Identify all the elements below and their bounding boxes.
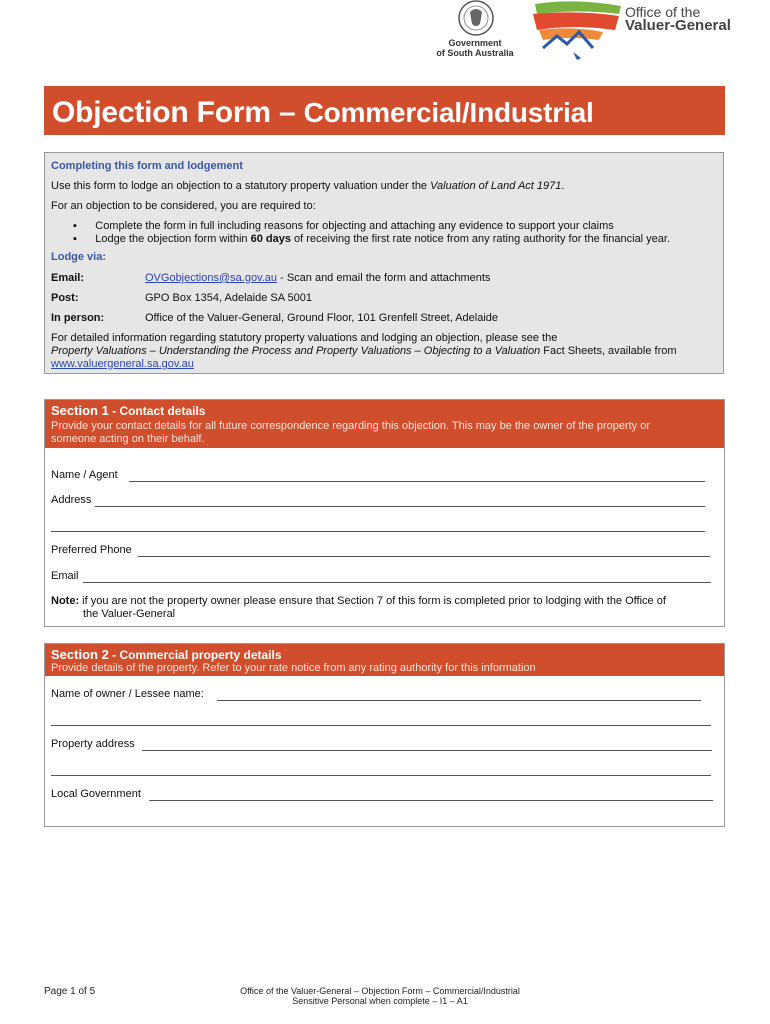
owner-field-line2[interactable]: [51, 725, 711, 726]
form-title: [52, 96, 594, 130]
ovg-logo-line2: Valuer-General: [625, 17, 731, 34]
name-agent-field[interactable]: [129, 481, 705, 482]
detail-line2: Property Valuations – Understanding the Process and Property Valuations – Objecting to a Valuation Fact Sheets, available from: [51, 345, 677, 357]
info-heading: Completing this form and lodgement: [51, 160, 243, 172]
gov-crest-icon: [455, 0, 497, 38]
owner-label: Name of owner / Lessee name:: [51, 688, 204, 700]
phone-field[interactable]: [138, 556, 710, 557]
form-title-bar: [44, 86, 725, 135]
footer-line2: Sensitive Personal when complete – I1 – A1: [292, 996, 468, 1006]
gov-sa-logo: [430, 0, 520, 64]
email-field[interactable]: [83, 582, 711, 583]
section-1-title: Section 1 - Contact details: [51, 403, 206, 418]
email-field-label: Email: [51, 570, 79, 582]
section-1-desc-line1: Provide your contact details for all future correspondence regarding this objection. This may be the owner of the property or: [51, 420, 651, 432]
form-title-sub: Commercial/Industrial: [303, 97, 594, 128]
info-intro: Use this form to lodge an objection to a statutory property valuation under the Valuation of Land Act 1971.: [51, 180, 565, 192]
act-name: Valuation of Land Act 1971: [430, 180, 562, 192]
footer-line1: Office of the Valuer-General – Objection Form – Commercial/Industrial: [240, 986, 520, 996]
inperson-address: Office of the Valuer-General, Ground Floor, 101 Grenfell Street, Adelaide: [145, 312, 499, 324]
post-label: Post:: [51, 292, 79, 304]
address-label: Address: [51, 494, 92, 506]
website-link-row: [51, 358, 194, 371]
info-required: For an objection to be considered, you are required to:: [51, 200, 316, 212]
property-address-label: Property address: [51, 738, 135, 750]
ovg-brushstroke-icon: [533, 0, 623, 68]
note-line1: Note: if you are not the property owner please ensure that Section 7 of this form is completed prior to lodging with the Office of: [51, 595, 666, 607]
page-number: Page 1 of 5: [44, 986, 96, 997]
website-link[interactable]: www.valuergeneral.sa.gov.au: [51, 358, 194, 370]
note-line2: the Valuer-General: [83, 608, 176, 620]
local-government-label: Local Government: [51, 788, 141, 800]
section-1-desc-line2: someone acting on their behalf.: [51, 433, 205, 445]
name-agent-label: Name / Agent: [51, 469, 118, 481]
email-row: OVGobjections@sa.gov.au - Scan and email the form and attachments: [145, 272, 491, 284]
phone-label: Preferred Phone: [51, 544, 132, 556]
section-1-header: [45, 400, 724, 448]
ovg-logo-line1: Office of the: [625, 4, 701, 20]
email-link[interactable]: OVGobjections@sa.gov.au: [145, 272, 278, 284]
detail-line1: For detailed information regarding statutory property valuations and lodging an objection, please see the: [51, 332, 558, 344]
form-title-main: Objection Form –: [52, 96, 304, 129]
post-address: GPO Box 1354, Adelaide SA 5001: [145, 292, 312, 304]
property-address-field[interactable]: [142, 750, 712, 751]
section-2-header: [45, 644, 724, 676]
ovg-logo: [533, 0, 763, 68]
address-field[interactable]: [95, 506, 705, 507]
note-label: Note:: [51, 595, 80, 607]
bullet-1: ▪ Complete the form in full including reasons for objecting and attaching any evidence to support your claims: [73, 220, 614, 232]
bullet-2: ▪ Lodge the objection form within 60 days of receiving the first rate notice from any rating authority for the financial year.: [73, 233, 671, 245]
section-2-property: [44, 643, 725, 827]
local-government-field[interactable]: [149, 800, 713, 801]
lodgement-info-box: [44, 152, 724, 374]
gov-logo-text: [430, 38, 520, 58]
owner-field[interactable]: [217, 700, 701, 701]
address-field-line2[interactable]: [51, 531, 705, 532]
section-2-desc: Provide details of the property. Refer to your rate notice from any rating authority for this information: [51, 662, 536, 674]
footer-center: [205, 986, 555, 1006]
section-1-contact: [44, 399, 725, 627]
inperson-label: In person:: [51, 312, 105, 324]
email-label: Email:: [51, 272, 85, 284]
lodge-heading: Lodge via:: [51, 251, 107, 263]
property-address-field-line2[interactable]: [51, 775, 711, 776]
section-2-title: Section 2 - Commercial property details: [51, 647, 282, 662]
gov-logo-line2: of South Australia: [436, 48, 514, 58]
gov-logo-line1: Government: [448, 38, 502, 48]
